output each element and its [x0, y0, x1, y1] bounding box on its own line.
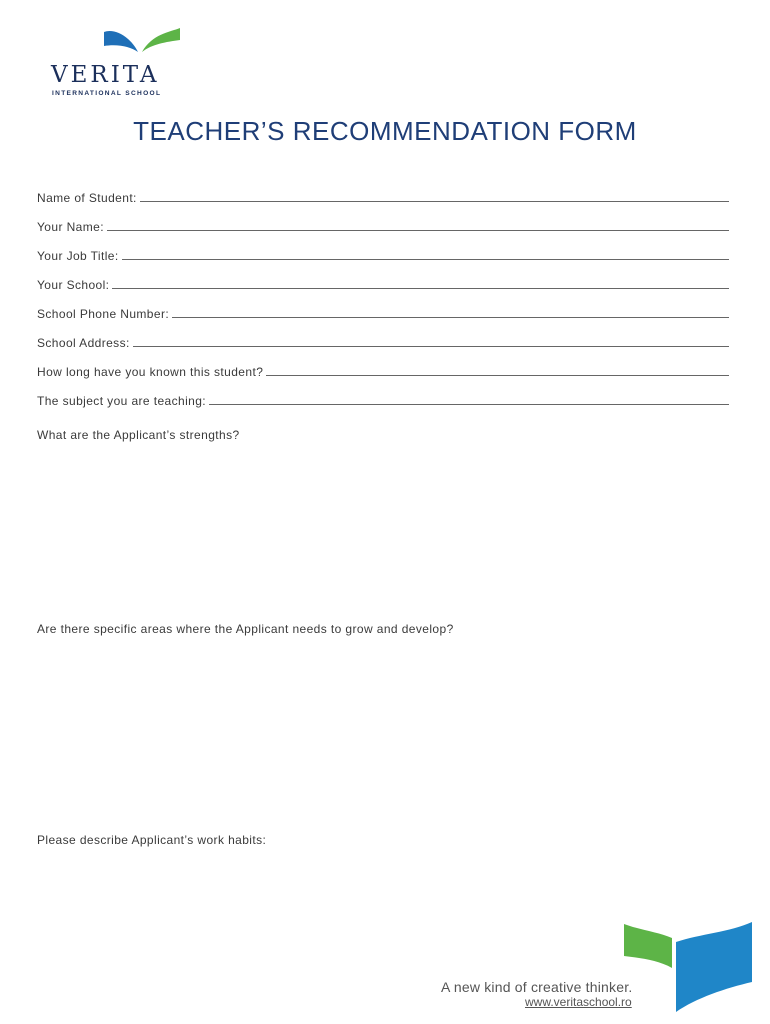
form-fields	[37, 176, 729, 408]
field-label: School Phone Number:	[37, 307, 170, 321]
logo-subtitle: INTERNATIONAL SCHOOL	[52, 90, 162, 97]
field-line[interactable]	[122, 258, 729, 260]
question-work-habits: Please describe Applicant’s work habits:	[37, 833, 267, 847]
logo-wings-icon	[100, 26, 184, 60]
logo-wordmark: VERITA	[51, 62, 160, 88]
field-line[interactable]	[140, 200, 729, 202]
question-strengths: What are the Applicant’s strengths?	[37, 428, 240, 442]
footer-wings-icon	[618, 920, 758, 1015]
field-label: Your Name:	[37, 220, 104, 234]
question-grow-develop: Are there specific areas where the Applicant needs to grow and develop?	[37, 622, 454, 636]
field-label: How long have you known this student?	[37, 365, 264, 379]
form-title: TEACHER’S RECOMMENDATION FORM	[133, 116, 637, 146]
field-school-address[interactable]	[37, 321, 729, 350]
field-your-name[interactable]	[37, 205, 729, 234]
field-label: Name of Student:	[37, 191, 137, 205]
footer-website-link[interactable]: www.veritaschool.ro	[525, 995, 632, 1009]
field-subject[interactable]	[37, 379, 729, 408]
field-school-phone[interactable]	[37, 292, 729, 321]
school-logo	[48, 26, 188, 102]
field-line[interactable]	[107, 229, 729, 231]
field-line[interactable]	[266, 374, 729, 376]
field-line[interactable]	[112, 287, 729, 289]
field-label: Your School:	[37, 278, 110, 292]
field-line[interactable]	[172, 316, 729, 318]
field-school[interactable]	[37, 263, 729, 292]
footer-tagline: A new kind of creative thinker.	[441, 979, 633, 995]
field-job-title[interactable]	[37, 234, 729, 263]
field-label: The subject you are teaching:	[37, 394, 207, 408]
field-known-duration[interactable]	[37, 350, 729, 379]
field-line[interactable]	[209, 403, 729, 405]
field-line[interactable]	[133, 345, 729, 347]
field-student-name[interactable]	[37, 176, 729, 205]
field-label: School Address:	[37, 336, 130, 350]
field-label: Your Job Title:	[37, 249, 119, 263]
